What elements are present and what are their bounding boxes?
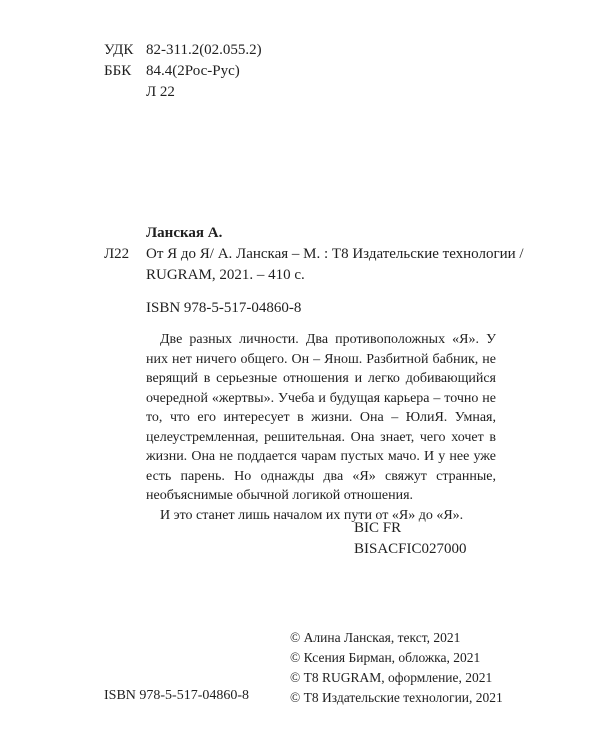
udk-value: 82-311.2(02.055.2) bbox=[146, 42, 262, 58]
copyright-block bbox=[290, 628, 503, 708]
bibliographic-reference: От Я до Я/ А. Ланская – М. : Т8 Издательские технологии / RUGRAM, 2021. – 410 с. bbox=[146, 246, 524, 283]
bbk-label: ББК bbox=[104, 63, 132, 79]
classification-codes bbox=[104, 40, 262, 103]
udk-row bbox=[104, 40, 262, 61]
annotation-paragraph-1: Две разных личности. Два противоположных «Я». У них нет ничего общего. Он – Янош. Разбитной бабник, не верящий в серьезные отношения и легко добивающийся очередной «жертвы». Учеба и будущая карьера – точно не то, что его интересует в жизни. Она – ЮлиЯ. Умная, целеустремленная, решительная. Она знает, чего хочет в жизни. Она не поддается чарам пустых мачо. И у нее уже есть парень. Но однажды два «Я» свяжут странные, необъяснимые обычной логикой отношения. bbox=[146, 332, 496, 503]
copyright-line: © Ксения Бирман, обложка, 2021 bbox=[290, 650, 481, 665]
bic-codes bbox=[354, 518, 467, 560]
author-name: Ланская А. bbox=[146, 225, 223, 241]
bbk-row bbox=[104, 61, 262, 82]
entry-index: Л22 bbox=[104, 246, 130, 262]
isbn-main: ISBN 978-5-517-04860-8 bbox=[146, 300, 302, 316]
udk-label: УДК bbox=[104, 42, 134, 58]
author-mark-row bbox=[104, 82, 262, 103]
bic-line-2: BISACFIC027000 bbox=[354, 541, 467, 557]
copyright-line: © Т8 Издательские технологии, 2021 bbox=[290, 690, 503, 705]
bbk-value: 84.4(2Рос-Рус) bbox=[146, 63, 240, 79]
bic-line-1: BIC FR bbox=[354, 520, 402, 536]
annotation-paragraph-2: И это станет лишь началом их пути от «Я» до «Я». bbox=[160, 507, 464, 523]
isbn-bottom: ISBN 978-5-517-04860-8 bbox=[104, 688, 250, 703]
annotation bbox=[146, 330, 496, 525]
author-mark: Л 22 bbox=[146, 84, 175, 100]
copyright-line: © Алина Ланская, текст, 2021 bbox=[290, 630, 461, 645]
copyright-line: © Т8 RUGRAM, оформление, 2021 bbox=[290, 670, 493, 685]
